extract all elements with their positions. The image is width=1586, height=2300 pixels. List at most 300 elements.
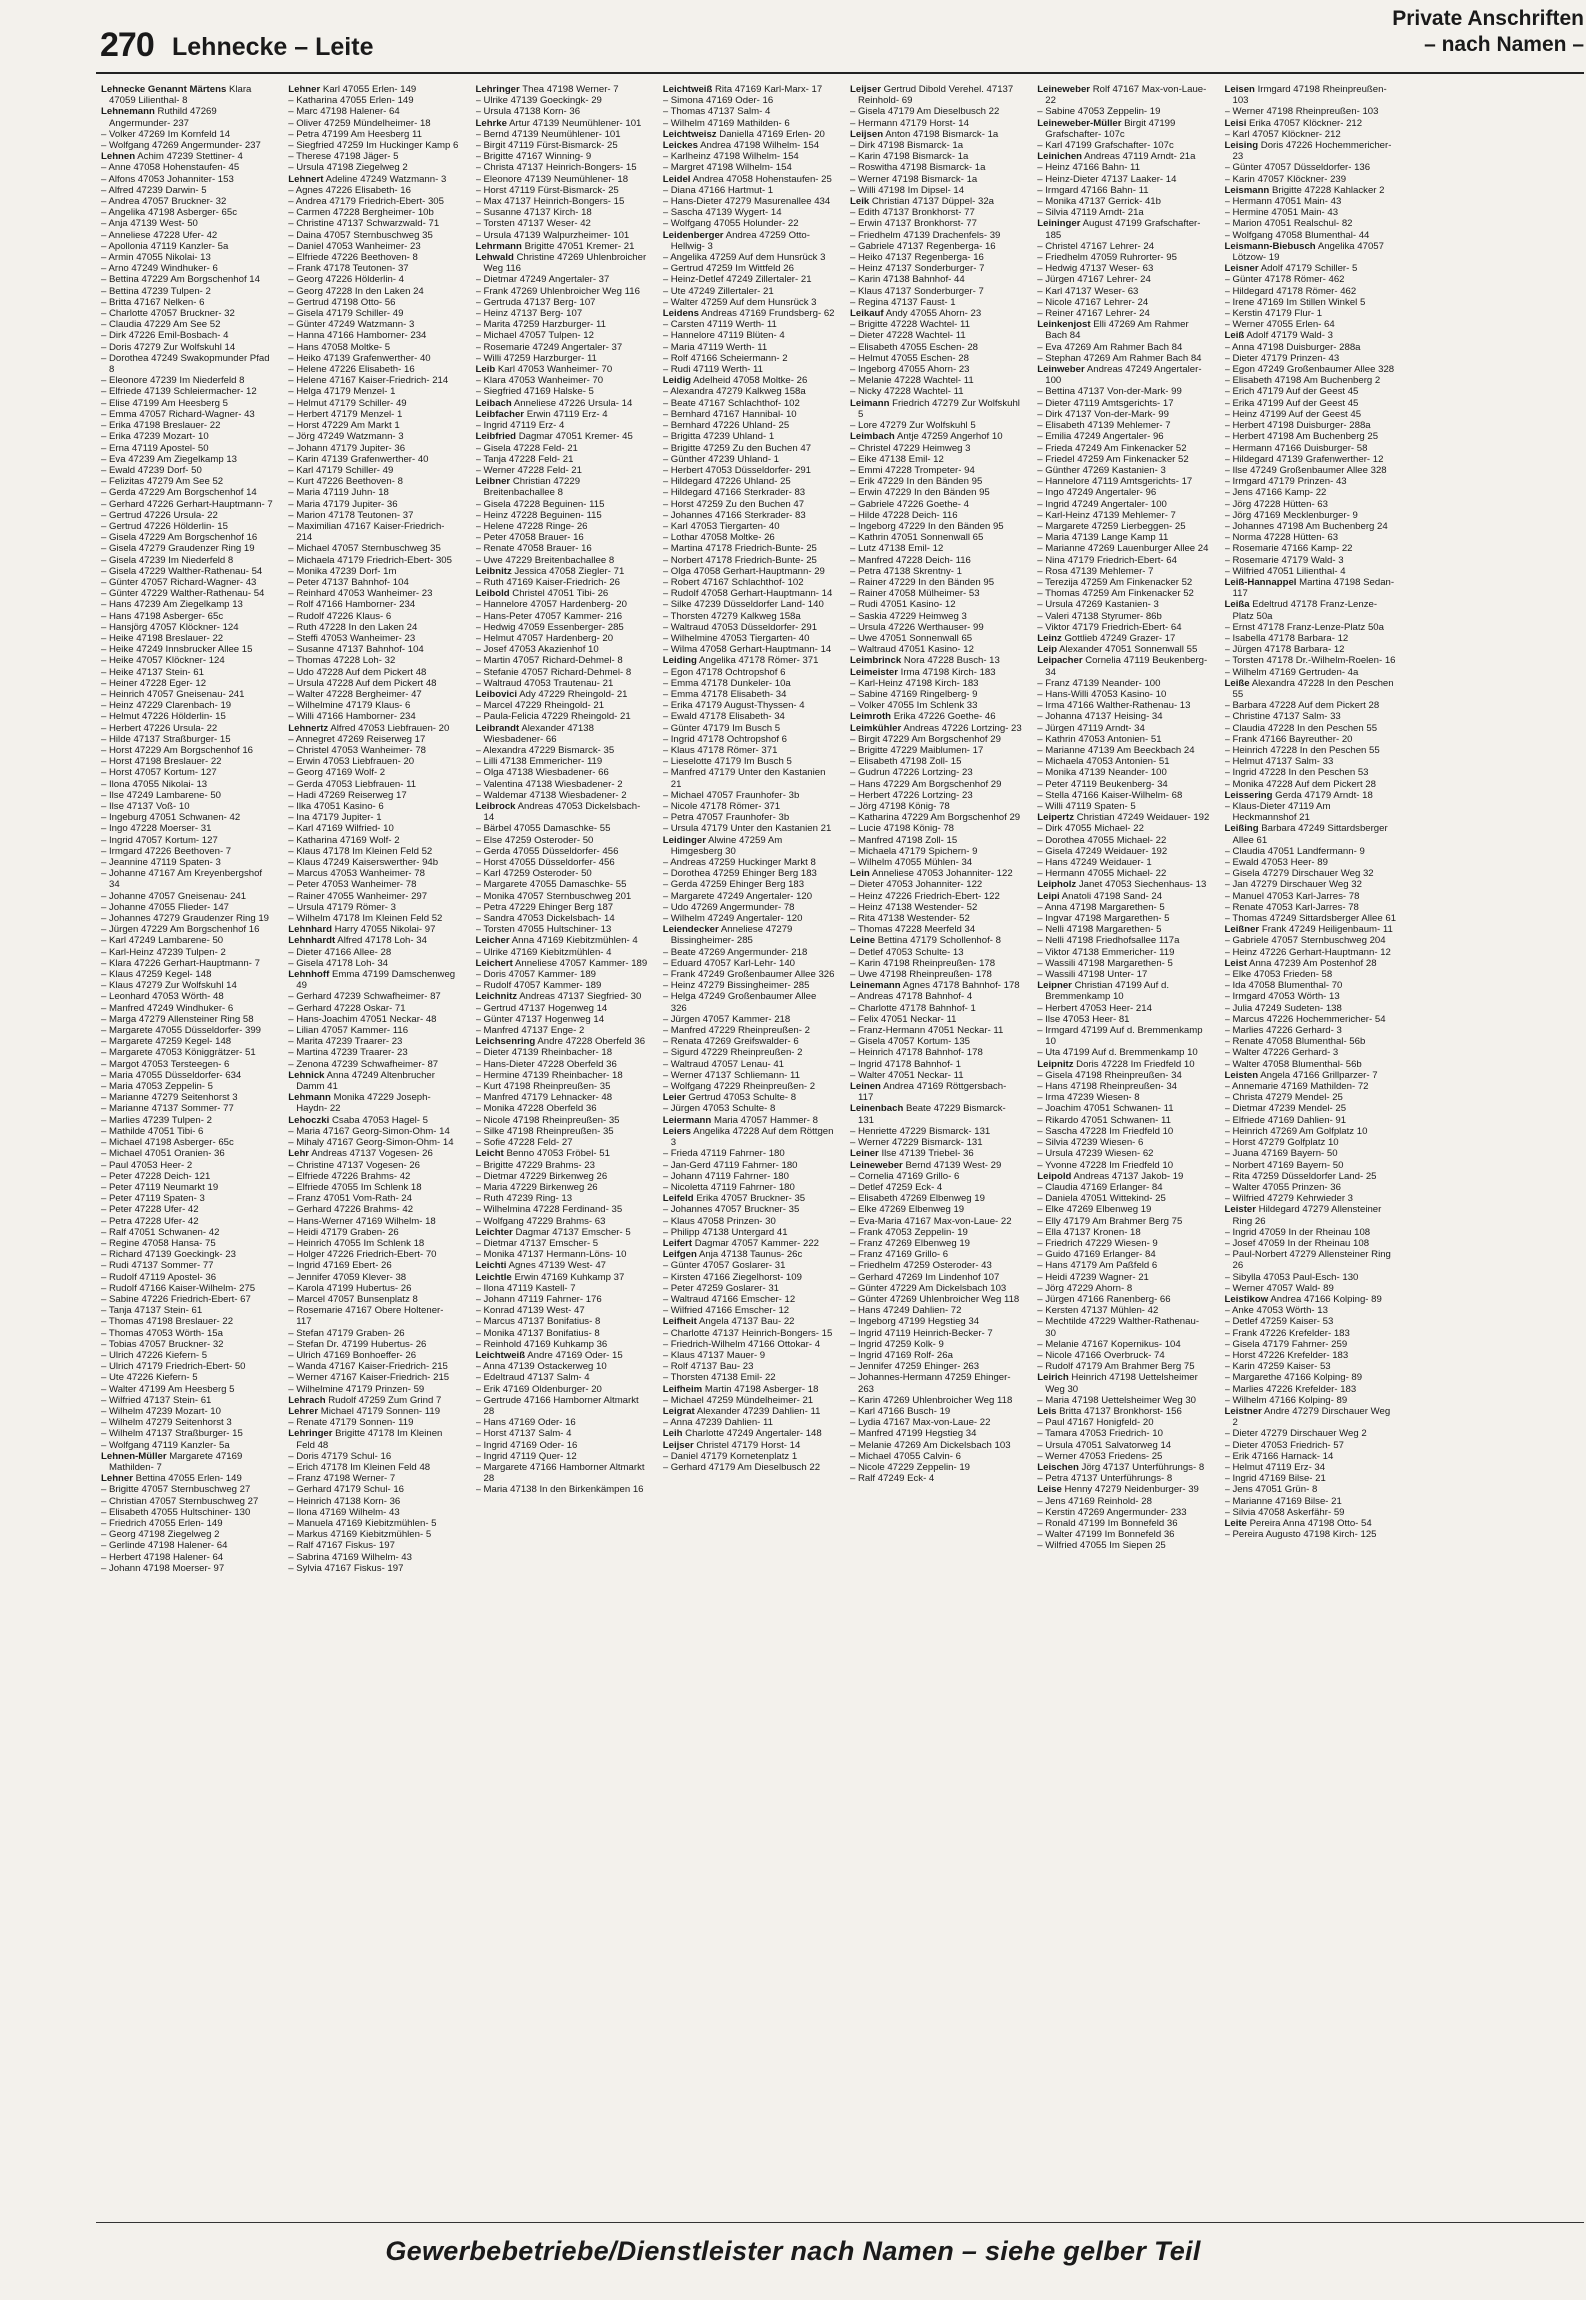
entry-details: – Bernhard 47167 Hannibal- 10 bbox=[662, 408, 797, 420]
entry-details: – Heiner 47228 Eger- 12 bbox=[101, 677, 207, 689]
directory-entry bbox=[101, 353, 273, 375]
entry-details: Beate 47229 Bismarck- 131 bbox=[858, 1103, 1006, 1126]
entry-details: – Renate 47053 Karl-Jarres- 78 bbox=[1224, 901, 1359, 913]
entry-surname: Leinz bbox=[1037, 632, 1062, 644]
entry-surname: Leineweber bbox=[1037, 84, 1091, 95]
directory-entry bbox=[288, 1171, 460, 1182]
directory-entry bbox=[288, 823, 460, 834]
entry-details: – Horst 47229 Am Markt 1 bbox=[288, 420, 400, 432]
directory-entry bbox=[663, 252, 835, 263]
entry-details: – Udo 47228 Auf dem Pickert 48 bbox=[288, 666, 427, 678]
entry-details: – Valeri 47138 Styrumer- 86b bbox=[1037, 610, 1162, 622]
entry-details: Gertrud Dibold Verehel. 47137 Reinhold- 69 bbox=[858, 84, 1014, 107]
directory-entry bbox=[288, 443, 460, 454]
entry-details: – Apollonia 47119 Kanzler- 5a bbox=[101, 240, 229, 252]
entry-details: – Christel 47053 Wanheimer- 78 bbox=[288, 744, 427, 756]
directory-entry bbox=[663, 868, 835, 879]
entry-surname: Leimann bbox=[850, 397, 890, 409]
entry-details: – Ursula 47269 Kastanien- 3 bbox=[1037, 599, 1159, 611]
directory-entry bbox=[476, 342, 648, 353]
entry-details: – Gerda 47259 Ehinger Berg 183 bbox=[662, 879, 805, 891]
entry-surname: Leimeister bbox=[850, 666, 898, 678]
entry-details: – Thomas 47259 Am Finkenacker 52 bbox=[1037, 588, 1194, 600]
directory-entry bbox=[288, 487, 460, 498]
directory-entry bbox=[1037, 140, 1209, 151]
entry-details: – Walter 47259 Auf dem Hunsrück 3 bbox=[662, 296, 817, 308]
footer-note: Gewerbebetriebe/Dienstleister nach Namen – siehe gelber Teil bbox=[385, 2236, 1201, 2266]
directory-entry bbox=[476, 566, 648, 577]
directory-entry bbox=[101, 1518, 273, 1529]
entry-surname: Leidens bbox=[662, 308, 700, 320]
directory-entry bbox=[101, 487, 273, 498]
entry-details: – Hansjörg 47057 Klöckner- 124 bbox=[101, 621, 239, 633]
entry-details: – Ingrid 47169 Rolf- 26a bbox=[850, 1349, 953, 1361]
entry-details: – Volker 47269 Im Kornfeld 14 bbox=[101, 128, 231, 140]
directory-entry bbox=[288, 1372, 460, 1383]
entry-details: – Karin 47138 Bahnhof- 44 bbox=[850, 274, 965, 286]
directory-entry bbox=[476, 1148, 648, 1159]
entry-details: – Anneliese 47228 Ufer- 42 bbox=[101, 229, 218, 241]
entry-details: – Markus 47169 Kiebitzmühlen- 5 bbox=[288, 1529, 432, 1541]
entry-details: – Stephan 47269 Am Rahmer Bach 84 bbox=[1037, 352, 1202, 364]
directory-entry bbox=[663, 129, 835, 140]
entry-details: – Ingrid 47119 Erz- 4 bbox=[475, 420, 565, 432]
entry-details: – Ingeborg 47055 Ahorn- 23 bbox=[850, 364, 970, 376]
entry-details: Henny 47279 Neidenburger- 39 bbox=[1064, 1484, 1199, 1496]
directory-entry bbox=[1037, 1518, 1209, 1529]
directory-entry bbox=[850, 857, 1022, 868]
directory-entry bbox=[476, 891, 648, 902]
entry-details: – Andrea 47057 Bruckner- 32 bbox=[101, 196, 227, 208]
directory-entry bbox=[850, 891, 1022, 902]
entry-details: – Dieter 47119 Amtsgerichts- 17 bbox=[1037, 397, 1174, 409]
entry-details: – Wanda 47167 Kaiser-Friedrich- 215 bbox=[288, 1361, 448, 1373]
directory-entry bbox=[663, 991, 835, 1013]
entry-details: Birgit 47199 Grafschafter- 107c bbox=[1045, 117, 1176, 140]
directory-entry bbox=[101, 1160, 273, 1171]
entry-details: – Horst 47259 Zu den Buchen 47 bbox=[662, 498, 805, 510]
entry-details: – Wilhelm 47239 Mozart- 10 bbox=[101, 1405, 221, 1417]
directory-entry bbox=[1037, 1473, 1209, 1484]
entry-details: – Günther 47269 Kastanien- 3 bbox=[1037, 464, 1166, 476]
directory-entry bbox=[1225, 555, 1397, 566]
directory-entry bbox=[288, 1339, 460, 1350]
directory-entry bbox=[288, 84, 460, 95]
entry-details: – Christa 47137 Heinrich-Bongers- 15 bbox=[475, 162, 637, 174]
directory-entry bbox=[1225, 1249, 1397, 1271]
directory-entry bbox=[101, 106, 273, 128]
entry-details: – Karl 47199 Grafschafter- 107c bbox=[1037, 140, 1174, 152]
directory-entry bbox=[850, 476, 1022, 487]
directory-entry bbox=[663, 969, 835, 980]
directory-entry bbox=[850, 588, 1022, 599]
directory-entry bbox=[1225, 599, 1397, 621]
entry-details: – Silke 47239 Düsseldorfer Land- 140 bbox=[662, 599, 824, 611]
directory-entry bbox=[288, 162, 460, 173]
entry-details: – Daniela 47051 Wittekind- 25 bbox=[1037, 1193, 1166, 1205]
entry-details: – Gisela 47179 Fahrner- 259 bbox=[1224, 1338, 1348, 1350]
entry-surname: Leiner bbox=[850, 1148, 879, 1160]
directory-entry bbox=[663, 499, 835, 510]
directory-entry bbox=[1225, 846, 1397, 857]
entry-details: – Sascha 47228 Im Friedfeld 10 bbox=[1037, 1125, 1174, 1137]
directory-entry bbox=[101, 386, 273, 397]
section-title-line1: Private Anschriften bbox=[1392, 7, 1584, 30]
entry-surname: Leimkühler bbox=[850, 722, 902, 734]
entry-details: – Gisela 47178 Loh- 34 bbox=[288, 957, 388, 969]
directory-entry bbox=[1225, 308, 1397, 319]
entry-details: – Thomas 47228 Loh- 32 bbox=[288, 655, 396, 667]
entry-details: – Ina 47179 Jupiter- 1 bbox=[288, 812, 382, 824]
entry-details: – Frieda 47249 Am Finkenacker 52 bbox=[1037, 442, 1187, 454]
directory-entry bbox=[1225, 1328, 1397, 1339]
entry-details: Gertrud 47053 Schulte- 8 bbox=[688, 1092, 797, 1104]
entry-details: – Georg 47198 Ziegelweg 2 bbox=[101, 1529, 220, 1541]
entry-details: – Viktor 47138 Emmericher- 119 bbox=[1037, 946, 1175, 958]
directory-entry bbox=[1225, 935, 1397, 946]
entry-details: Andrea 47259 Otto-Hellwig- 3 bbox=[670, 229, 810, 252]
directory-entry bbox=[850, 991, 1022, 1002]
entry-details: Alexander 47051 Sonnenwall 55 bbox=[1059, 644, 1198, 656]
entry-details: – Rudolf 47226 Klaus- 6 bbox=[288, 610, 392, 622]
entry-details: – Melanie 47228 Wachtel- 11 bbox=[850, 375, 974, 387]
directory-entry bbox=[101, 1103, 273, 1114]
entry-details: – Jan-Gerd 47119 Fahrner- 180 bbox=[662, 1159, 798, 1171]
entry-details: – Uwe 47229 Breitenbachallee 8 bbox=[475, 554, 615, 566]
directory-entry bbox=[288, 756, 460, 767]
entry-details: – Udo 47269 Angermunder- 78 bbox=[662, 901, 795, 913]
directory-entry bbox=[288, 1417, 460, 1428]
directory-entry bbox=[850, 1070, 1022, 1081]
entry-surname: Leijsen bbox=[850, 128, 884, 140]
entry-details: – Hilde 47137 Straßburger- 15 bbox=[101, 733, 231, 745]
entry-details: Andre 47169 Oder- 15 bbox=[527, 1349, 623, 1361]
entry-details: – Katharina 47055 Erlen- 149 bbox=[288, 95, 414, 107]
directory-entry bbox=[1225, 1395, 1397, 1406]
entry-details: – Wilfried 47137 Stein- 61 bbox=[101, 1394, 212, 1406]
entry-details: – Renata 47269 Greifswalder- 6 bbox=[662, 1036, 799, 1048]
directory-entry bbox=[1225, 1204, 1397, 1226]
entry-details: Antje 47259 Angerhof 10 bbox=[896, 431, 1003, 443]
entry-details: – Gabriele 47057 Sternbuschweg 204 bbox=[1224, 935, 1386, 947]
entry-surname: Leister bbox=[1224, 1204, 1256, 1216]
entry-details: – Kirsten 47166 Ziegelhorst- 109 bbox=[662, 1271, 802, 1283]
entry-details: – Günter 47269 Uhlenbroicher Weg 118 bbox=[850, 1293, 1020, 1305]
entry-details: – Heinz 47137 Sonderburger- 7 bbox=[850, 263, 985, 275]
entry-details: – Wilhelmine 47179 Klaus- 6 bbox=[288, 700, 411, 712]
directory-entry bbox=[476, 700, 648, 711]
directory-entry bbox=[101, 162, 273, 173]
entry-details: – Wilhelm 47166 Kolping- 89 bbox=[1224, 1394, 1348, 1406]
entry-details: – Herbert 47226 Ursula- 22 bbox=[101, 722, 218, 734]
directory-entry bbox=[1225, 263, 1397, 274]
directory-entry bbox=[476, 857, 648, 868]
entry-details: – Karin 47198 Rheinpreußen- 178 bbox=[850, 957, 996, 969]
entry-surname: Leiß bbox=[1224, 330, 1245, 342]
entry-details: Csaba 47053 Hagel- 5 bbox=[331, 1114, 428, 1126]
entry-details: – Mihaly 47167 Georg-Simon-Ohm- 14 bbox=[288, 1137, 454, 1149]
entry-details: – Ute 47226 Kiefern- 5 bbox=[101, 1372, 198, 1384]
directory-entry bbox=[850, 1249, 1022, 1260]
directory-entry bbox=[1037, 1417, 1209, 1428]
directory-entry bbox=[288, 1428, 460, 1450]
directory-entry bbox=[1037, 958, 1209, 969]
entry-details: – Lothar 47058 Moltke- 26 bbox=[662, 532, 775, 544]
directory-entry bbox=[1037, 1294, 1209, 1305]
entry-details: – Roswitha 47198 Bismarck- 1a bbox=[850, 162, 986, 174]
entry-details: – Kurt 47198 Rheinpreußen- 35 bbox=[475, 1081, 611, 1093]
entry-details: Dagmar 47057 Kammer- 222 bbox=[694, 1237, 819, 1249]
entry-details: – Ronald 47199 Im Bonnefeld 36 bbox=[1037, 1518, 1178, 1529]
directory-entry bbox=[476, 420, 648, 431]
directory-entry bbox=[850, 767, 1022, 778]
entry-details: – Detlef 47259 Kaiser- 53 bbox=[1224, 1316, 1334, 1328]
directory-entry bbox=[476, 745, 648, 756]
entry-surname: Lehnhoff bbox=[288, 969, 330, 981]
directory-entry bbox=[476, 1384, 648, 1395]
entry-details: – Ilse 47249 Lambarene- 50 bbox=[101, 789, 222, 801]
entry-details: – Walter 47228 Bergheimer- 47 bbox=[288, 688, 422, 700]
directory-entry bbox=[1037, 1372, 1209, 1394]
entry-details: – Klaus-Dieter 47119 Am Heckmannshof 21 bbox=[1224, 801, 1331, 824]
directory-entry bbox=[101, 1283, 273, 1294]
directory-entry bbox=[850, 274, 1022, 285]
entry-details: – Barbara 47228 Auf dem Pickert 28 bbox=[1224, 700, 1380, 712]
directory-entry bbox=[476, 1283, 648, 1294]
entry-details: – Oliver 47259 Mündelheimer- 18 bbox=[288, 117, 431, 129]
entry-details: – Egon 47178 Ochtropshof 6 bbox=[662, 666, 786, 678]
entry-details: Emma 47199 Damschenweg 49 bbox=[296, 969, 456, 992]
directory-entry bbox=[663, 1395, 835, 1406]
directory-entry bbox=[1037, 499, 1209, 510]
entry-surname: Leifheit bbox=[662, 1316, 697, 1328]
directory-entry bbox=[850, 577, 1022, 588]
entry-details: – Marc 47198 Halener- 64 bbox=[288, 106, 400, 118]
entry-details: – Klaus 47137 Sonderburger- 7 bbox=[850, 285, 984, 297]
directory-entry bbox=[850, 711, 1022, 722]
entry-details: – Helga 47179 Menzel- 1 bbox=[288, 386, 396, 398]
directory-entry bbox=[101, 443, 273, 454]
entry-details: – Ingo 47228 Moerser- 31 bbox=[101, 823, 212, 835]
entry-details: – Angelika 47259 Auf dem Hunsrück 3 bbox=[662, 252, 826, 264]
entry-details: – Manuel 47053 Karl-Jarres- 78 bbox=[1224, 890, 1360, 902]
directory-entry bbox=[663, 1036, 835, 1047]
directory-entry bbox=[288, 1395, 460, 1406]
directory-entry bbox=[1225, 1160, 1397, 1171]
entry-details: – Jürgen 47229 Am Borgschenhof 16 bbox=[101, 924, 260, 936]
section-title-line2: – nach Namen – bbox=[1424, 33, 1584, 56]
entry-details: – Nina 47179 Friedrich-Ebert- 64 bbox=[1037, 554, 1177, 566]
directory-entry bbox=[663, 218, 835, 229]
directory-entry bbox=[1037, 1070, 1209, 1081]
entry-details: – Hans-Joachim 47051 Neckar- 48 bbox=[288, 1013, 437, 1025]
directory-entry bbox=[1225, 476, 1397, 487]
directory-entry bbox=[850, 1260, 1022, 1271]
directory-entry bbox=[288, 812, 460, 823]
entry-details: – Gerhard 47226 Gerhart-Hauptmann- 7 bbox=[101, 498, 273, 510]
entry-details: – Jörg 47198 König- 78 bbox=[850, 801, 950, 812]
entry-details: – Michaela 47179 Spichern- 9 bbox=[850, 845, 978, 857]
directory-entry bbox=[476, 723, 648, 745]
entry-details: – Jürgen 47119 Arndt- 34 bbox=[1037, 722, 1145, 734]
directory-entry bbox=[663, 118, 835, 129]
directory-entry bbox=[850, 1003, 1022, 1014]
directory-entry bbox=[288, 711, 460, 722]
directory-entry bbox=[288, 1003, 460, 1014]
entry-details: – Marita 47259 Harzburger- 11 bbox=[475, 319, 606, 331]
directory-entry bbox=[850, 1059, 1022, 1070]
directory-entry bbox=[288, 1540, 460, 1551]
entry-details: – Ingrid 47228 In den Peschen 53 bbox=[1224, 767, 1369, 779]
entry-details: Erika 47226 Goethe- 46 bbox=[893, 711, 996, 723]
entry-details: – Elisabeth 47139 Mehlemer- 7 bbox=[1037, 420, 1171, 432]
entry-details: – Marianne 47169 Bilse- 21 bbox=[1224, 1495, 1342, 1507]
directory-entry bbox=[1225, 499, 1397, 510]
entry-details: – Werner 47167 Kaiser-Friedrich- 215 bbox=[288, 1372, 450, 1384]
entry-details: – Manuela 47169 Kiebitzmühlen- 5 bbox=[288, 1518, 437, 1529]
entry-details: – Hans-Dieter 47279 Masurenallee 434 bbox=[662, 196, 831, 208]
entry-details: – Heinrich 47138 Korn- 36 bbox=[288, 1495, 401, 1507]
directory-entry bbox=[663, 185, 835, 196]
entry-details: Brigitte 47178 Im Kleinen Feld 48 bbox=[296, 1428, 443, 1451]
directory-entry bbox=[1037, 902, 1209, 913]
entry-details: – Thomas 47198 Breslauer- 22 bbox=[101, 1316, 234, 1328]
directory-entry bbox=[101, 667, 273, 678]
entry-details: – Ilona 47169 Wilhelm- 43 bbox=[288, 1506, 400, 1518]
entry-details: – Anna 47239 Dahlien- 11 bbox=[662, 1417, 773, 1429]
directory-entry bbox=[288, 902, 460, 913]
entry-details: – Horst 47229 Am Borgschenhof 16 bbox=[101, 744, 253, 756]
directory-entry bbox=[1225, 947, 1397, 958]
directory-entry bbox=[1037, 1428, 1209, 1439]
directory-entry bbox=[101, 868, 273, 890]
directory-entry bbox=[663, 342, 835, 353]
entry-details: Anneliese 47226 Ursula- 14 bbox=[513, 397, 633, 409]
directory-entry bbox=[476, 1395, 648, 1417]
entry-details: – Erwin 47053 Liebfrauen- 20 bbox=[288, 756, 415, 768]
directory-entry bbox=[101, 846, 273, 857]
entry-details: – Karl 47166 Busch- 19 bbox=[850, 1405, 951, 1417]
directory-entry bbox=[101, 263, 273, 274]
directory-entry bbox=[663, 1428, 835, 1439]
entry-details: – Johannes 47279 Graudenzer Ring 19 bbox=[101, 913, 270, 925]
directory-entry bbox=[663, 891, 835, 902]
entry-details: – Hans 47239 Am Ziegelkamp 13 bbox=[101, 599, 243, 611]
directory-entry bbox=[101, 913, 273, 924]
entry-details: – Emma 47178 Dunkeler- 10a bbox=[662, 677, 791, 689]
entry-details: – Hans 47249 Dahlien- 72 bbox=[850, 1305, 962, 1317]
directory-entry bbox=[1037, 1081, 1209, 1092]
entry-surname: Leipi bbox=[1037, 890, 1060, 902]
directory-entry bbox=[1225, 633, 1397, 644]
entry-details: – Diana 47166 Hartmut- 1 bbox=[662, 184, 774, 196]
entry-details: – Ingrid 47169 Oder- 16 bbox=[475, 1439, 578, 1451]
directory-entry bbox=[663, 723, 835, 734]
entry-details: Andreas 47169 Frundsberg- 62 bbox=[701, 308, 835, 320]
entry-details: – Georg 47169 Wolf- 2 bbox=[288, 767, 386, 779]
entry-surname: Leisten bbox=[1224, 1069, 1259, 1081]
directory-entry bbox=[1225, 913, 1397, 924]
entry-details: Daniella 47169 Erlen- 20 bbox=[719, 128, 825, 140]
directory-entry bbox=[101, 1372, 273, 1383]
entry-details: – Elfriede 47226 Brahms- 42 bbox=[288, 1170, 411, 1182]
directory-entry bbox=[288, 106, 460, 117]
entry-details: – Günter 47057 Düsseldorfer- 136 bbox=[1224, 162, 1371, 174]
directory-entry bbox=[476, 386, 648, 397]
directory-entry bbox=[476, 185, 648, 196]
entry-details: – Dirk 47137 Von-der-Mark- 99 bbox=[1037, 408, 1169, 420]
entry-details: – Herbert 47226 Lortzing- 23 bbox=[850, 789, 973, 801]
directory-entry bbox=[476, 476, 648, 498]
entry-details: Anna 47249 Altenbrucher Damm 41 bbox=[296, 1069, 435, 1093]
directory-entry bbox=[1225, 1462, 1397, 1473]
entry-details: – Willi 47166 Hamborner- 234 bbox=[288, 711, 416, 723]
entry-details: – Christel 47229 Heimweg 3 bbox=[850, 442, 971, 454]
entry-details: – Josef 47053 Akazienhof 10 bbox=[475, 644, 599, 656]
directory-entry bbox=[663, 1171, 835, 1182]
entry-details: – Waldemar 47138 Wiesbadener- 2 bbox=[475, 789, 627, 801]
entry-details: – Melanie 47167 Kopernikus- 104 bbox=[1037, 1338, 1181, 1350]
entry-details: – Else 47259 Osteroder- 50 bbox=[475, 834, 594, 846]
entry-details: – Werner 47137 Schliemann- 11 bbox=[662, 1069, 800, 1081]
entry-details: Erwin 47169 Kuhkamp 37 bbox=[514, 1271, 625, 1283]
directory-entry bbox=[1037, 1204, 1209, 1215]
entry-surname: Leijser bbox=[850, 84, 881, 95]
directory-entry bbox=[476, 1428, 648, 1439]
directory-entry bbox=[850, 487, 1022, 498]
entry-details: – Manfred 47198 Zoll- 15 bbox=[850, 834, 958, 846]
entry-details: – Wassili 47198 Margarethen- 5 bbox=[1037, 957, 1173, 969]
entry-details: – Joachim 47051 Schwanen- 11 bbox=[1037, 1103, 1174, 1115]
directory-entry bbox=[101, 1193, 273, 1204]
entry-details: Alfred 47053 Liebfrauen- 20 bbox=[330, 722, 450, 734]
directory-entry bbox=[476, 1316, 648, 1327]
entry-details: – Reinhard 47053 Wanheimer- 23 bbox=[288, 588, 433, 600]
entry-details: – Emma 47057 Richard-Wagner- 43 bbox=[101, 408, 255, 420]
entry-surname: Leib bbox=[475, 364, 496, 376]
directory-entry bbox=[663, 902, 835, 913]
directory-entry bbox=[476, 84, 648, 95]
entry-details: Adolf 47179 Wald- 3 bbox=[1246, 330, 1333, 342]
directory-entry bbox=[288, 364, 460, 375]
directory-entry bbox=[476, 106, 648, 117]
entry-details: – Monika 47228 Oberfeld 36 bbox=[475, 1103, 597, 1115]
directory-entry bbox=[850, 779, 1022, 790]
page-number: 270 bbox=[100, 26, 154, 64]
directory-entry bbox=[1037, 1171, 1209, 1182]
entry-details: – Karl-Heinz 47198 Kirch- 183 bbox=[850, 677, 979, 689]
directory-entry bbox=[850, 812, 1022, 823]
directory-entry bbox=[288, 566, 460, 577]
directory-entry bbox=[1037, 353, 1209, 364]
entry-details: – Wolfgang 47269 Angermunder- 237 bbox=[101, 140, 261, 152]
entry-surname: Lehnhard bbox=[288, 924, 332, 936]
directory-entry bbox=[1225, 330, 1397, 341]
entry-details: – Dirk 47198 Bismarck- 1a bbox=[850, 140, 964, 152]
entry-surname: Lehrmann bbox=[475, 240, 522, 252]
entry-details: – Annemarie 47169 Mathilden- 72 bbox=[1224, 1081, 1369, 1093]
directory-entry bbox=[476, 252, 648, 274]
entry-details: Monika 47229 Joseph-Haydn- 22 bbox=[296, 1092, 431, 1115]
directory-entry bbox=[663, 84, 835, 95]
entry-details: – Irmgard 47226 Beethoven- 7 bbox=[101, 845, 232, 857]
entry-details: – Heinz 47229 Clarenbach- 19 bbox=[101, 700, 232, 712]
entry-details: – Heinz 47279 Bissingheimer- 285 bbox=[662, 980, 810, 992]
directory-entry bbox=[288, 700, 460, 711]
directory-entry bbox=[850, 420, 1022, 431]
entry-surname: Leineweber-Müller bbox=[1037, 117, 1122, 129]
entry-details: – Sabine 47226 Friedrich-Ebert- 67 bbox=[101, 1293, 251, 1305]
